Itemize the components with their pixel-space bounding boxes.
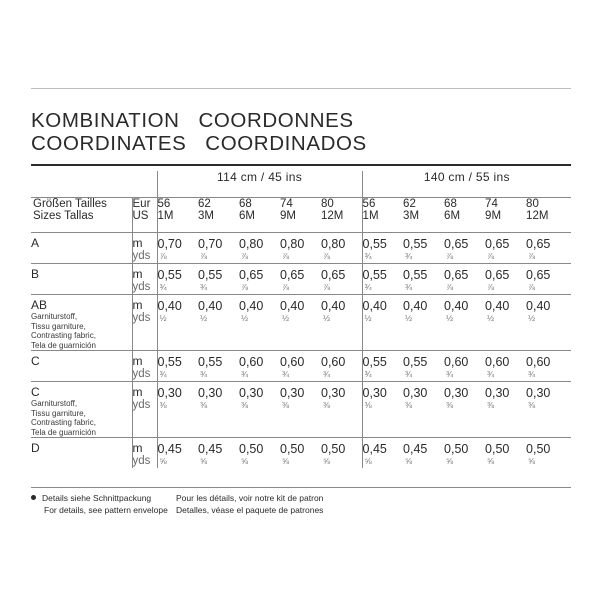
- unit-m: m: [132, 267, 143, 281]
- meters-value: 0,45: [157, 442, 182, 456]
- yards-value: ⅞: [241, 282, 249, 292]
- yardage-cell: [198, 351, 239, 382]
- yardage-cell: [157, 233, 198, 264]
- meters-value: 0,65: [526, 237, 551, 251]
- meters-value: 0,60: [280, 355, 305, 369]
- unit-m: m: [132, 354, 143, 368]
- yards-value: ⅞: [282, 282, 290, 292]
- yards-value: ¾: [405, 282, 413, 292]
- table-row: [31, 438, 571, 469]
- yardage-cell: [444, 264, 485, 295]
- meters-value: 0,60: [526, 355, 551, 369]
- size-label: [31, 198, 132, 233]
- us-size: 1M: [157, 210, 174, 222]
- meters-value: 0,65: [526, 268, 551, 282]
- yardage-cell: [526, 382, 571, 438]
- yardage-cell: [362, 264, 403, 295]
- fabric-note: Contrasting fabric,: [31, 331, 96, 340]
- footnote-de: [31, 492, 151, 504]
- unit-yds: yds: [132, 455, 151, 467]
- meters-value: 0,30: [444, 386, 469, 400]
- meters-value: 0,45: [198, 442, 223, 456]
- meters-value: 0,60: [485, 355, 510, 369]
- unit-cell: [132, 382, 157, 438]
- yardage-table: [31, 171, 571, 468]
- yardage-cell: [444, 438, 485, 469]
- size-column-header: [362, 198, 403, 233]
- unit-cell: [132, 264, 157, 295]
- meters-value: 0,55: [157, 355, 182, 369]
- size-column-header: [444, 198, 485, 233]
- eur-size: 80: [321, 198, 334, 210]
- table-row: [31, 264, 571, 295]
- yards-value: ¾: [405, 369, 413, 379]
- yardage-cell: [280, 382, 321, 438]
- yardage-cell: [485, 351, 526, 382]
- fabric-note: Tissu garniture,: [31, 321, 86, 331]
- yards-value: ⅞: [528, 251, 536, 261]
- title-line-1: KOMBINATION COORDONNES: [31, 109, 354, 132]
- size-column-header: [321, 198, 362, 233]
- yards-value: ⅜: [282, 400, 290, 410]
- yardage-cell: [157, 264, 198, 295]
- yardage-cell: [280, 233, 321, 264]
- yardage-cell: [403, 295, 444, 351]
- yardage-cell: [485, 233, 526, 264]
- unit-us: US: [132, 210, 149, 222]
- yards-value: ⅞: [200, 251, 208, 261]
- yards-value: ⅞: [446, 282, 454, 292]
- footnote-en: For details, see pattern envelope: [44, 505, 168, 515]
- eur-size: 68: [239, 198, 252, 210]
- yards-value: ⅜: [446, 400, 454, 410]
- yards-value: ½: [159, 313, 167, 323]
- yardage-cell: [198, 264, 239, 295]
- yardage-cell: [321, 264, 362, 295]
- unit-cell: [132, 295, 157, 351]
- yardage-cell: [321, 295, 362, 351]
- meters-value: 0,30: [280, 386, 305, 400]
- fabric-note: Garniturstoff,: [31, 399, 78, 408]
- us-size: 1M: [362, 210, 379, 222]
- meters-value: 0,65: [485, 268, 510, 282]
- yardage-cell: [198, 233, 239, 264]
- footnote-fr: Pour les détails, voir notre kit de patron: [176, 493, 324, 503]
- yards-value: ⅝: [364, 456, 372, 466]
- yards-value: ⅜: [159, 400, 167, 410]
- yards-value: ½: [405, 313, 413, 323]
- meters-value: 0,65: [485, 237, 510, 251]
- yardage-cell: [362, 233, 403, 264]
- pattern-name: C: [31, 354, 40, 368]
- yardage-cell: [444, 233, 485, 264]
- size-column-header: [485, 198, 526, 233]
- eur-size: 56: [157, 198, 171, 210]
- pattern-label: [31, 438, 132, 469]
- meters-value: 0,50: [526, 442, 551, 456]
- yards-value: ⅞: [446, 251, 454, 261]
- yardage-cell: [157, 438, 198, 469]
- unit-yds: yds: [132, 250, 151, 262]
- unit-cell: [132, 438, 157, 469]
- yardage-cell: [280, 264, 321, 295]
- meters-value: 0,55: [362, 237, 387, 251]
- yardage-cell: [321, 351, 362, 382]
- unit-yds: yds: [132, 399, 151, 411]
- yardage-cell: [403, 382, 444, 438]
- pattern-name: C: [31, 385, 40, 399]
- yards-value: ⅞: [487, 282, 495, 292]
- unit-m: m: [132, 236, 143, 250]
- yards-value: ⅝: [159, 456, 167, 466]
- bottom-rule: [31, 487, 571, 488]
- yardage-cell: [444, 351, 485, 382]
- meters-value: 0,45: [362, 442, 387, 456]
- us-size: 12M: [321, 210, 344, 222]
- meters-value: 0,40: [403, 299, 428, 313]
- table-row: [31, 233, 571, 264]
- yards-value: ⅞: [528, 282, 536, 292]
- yards-value: ¾: [405, 251, 413, 261]
- yardage-cell: [362, 438, 403, 469]
- yardage-cell: [403, 233, 444, 264]
- pattern-name: AB: [31, 298, 48, 312]
- pattern-name: D: [31, 441, 40, 455]
- top-rule: [31, 88, 571, 89]
- size-column-header: [239, 198, 280, 233]
- meters-value: 0,80: [321, 237, 346, 251]
- unit-cell: [132, 351, 157, 382]
- meters-value: 0,30: [157, 386, 182, 400]
- yardage-cell: [403, 264, 444, 295]
- yards-value: ¾: [200, 282, 208, 292]
- width-114-header: 114 cm / 45 ins: [157, 171, 362, 198]
- yardage-cell: [198, 438, 239, 469]
- meters-value: 0,50: [444, 442, 469, 456]
- footnote-es: Detalles, véase el paquete de patrones: [176, 505, 324, 515]
- meters-value: 0,30: [362, 386, 387, 400]
- pattern-label: [31, 264, 132, 295]
- yards-value: ¾: [528, 369, 536, 379]
- pattern-label: [31, 295, 132, 351]
- meters-value: 0,70: [198, 237, 223, 251]
- yards-value: ⅞: [241, 251, 249, 261]
- yards-value: ⅜: [323, 400, 331, 410]
- meters-value: 0,50: [280, 442, 305, 456]
- meters-value: 0,60: [444, 355, 469, 369]
- pattern-label: [31, 351, 132, 382]
- meters-value: 0,70: [157, 237, 182, 251]
- size-column-header: [403, 198, 444, 233]
- yards-value: ⅞: [282, 251, 290, 261]
- meters-value: 0,80: [239, 237, 264, 251]
- meters-value: 0,40: [239, 299, 264, 313]
- yardage-cell: [362, 382, 403, 438]
- yardage-cell: [526, 233, 571, 264]
- yardage-cell: [403, 438, 444, 469]
- meters-value: 0,55: [403, 268, 428, 282]
- yards-value: ⅞: [323, 282, 331, 292]
- meters-value: 0,45: [403, 442, 428, 456]
- size-unit: [132, 198, 157, 233]
- eur-size: 56: [362, 198, 376, 210]
- yardage-cell: [280, 438, 321, 469]
- header-rule: [31, 164, 571, 166]
- meters-value: 0,55: [403, 355, 428, 369]
- meters-value: 0,55: [157, 268, 182, 282]
- yardage-cell: [280, 295, 321, 351]
- footnote-de-text: Details siehe Schnittpackung: [42, 493, 152, 503]
- yards-value: ⅝: [528, 456, 536, 466]
- meters-value: 0,65: [321, 268, 346, 282]
- size-label-line1: Größen Tailles: [33, 198, 107, 210]
- eur-size: 68: [444, 198, 457, 210]
- meters-value: 0,55: [198, 268, 223, 282]
- unit-m: m: [132, 385, 143, 399]
- yards-value: ⅝: [241, 456, 249, 466]
- meters-value: 0,30: [239, 386, 264, 400]
- us-size: 3M: [403, 210, 420, 222]
- pattern-name: B: [31, 267, 40, 281]
- us-size: 9M: [280, 210, 296, 222]
- meters-value: 0,40: [280, 299, 305, 313]
- yardage-cell: [526, 295, 571, 351]
- yardage-cell: [444, 382, 485, 438]
- yardage-cell: [444, 295, 485, 351]
- yardage-cell: [321, 382, 362, 438]
- yards-value: ⅝: [446, 456, 454, 466]
- yardage-cell: [239, 438, 280, 469]
- size-column-header: [526, 198, 571, 233]
- us-size: 12M: [526, 210, 549, 222]
- yardage-cell: [198, 295, 239, 351]
- us-size: 9M: [485, 210, 502, 222]
- size-column-header: [280, 198, 321, 233]
- meters-value: 0,30: [403, 386, 428, 400]
- meters-value: 0,50: [239, 442, 264, 456]
- unit-m: m: [132, 441, 143, 455]
- yards-value: ¾: [364, 369, 372, 379]
- yardage-cell: [362, 351, 403, 382]
- unit-yds: yds: [132, 281, 151, 293]
- yards-value: ⅜: [528, 400, 536, 410]
- yards-value: ⅞: [159, 251, 167, 261]
- meters-value: 0,65: [444, 268, 469, 282]
- yardage-cell: [280, 351, 321, 382]
- meters-value: 0,65: [239, 268, 264, 282]
- yardage-cell: [157, 382, 198, 438]
- yardage-cell: [198, 382, 239, 438]
- yardage-cell: [485, 438, 526, 469]
- yards-value: ½: [528, 313, 536, 323]
- us-size: 6M: [239, 210, 255, 222]
- meters-value: 0,40: [198, 299, 223, 313]
- yards-value: ¾: [364, 251, 372, 261]
- yardage-cell: [485, 382, 526, 438]
- yards-value: ½: [282, 313, 290, 323]
- us-size: 6M: [444, 210, 461, 222]
- yardage-cell: [239, 233, 280, 264]
- meters-value: 0,40: [444, 299, 469, 313]
- yards-value: ¾: [200, 369, 208, 379]
- meters-value: 0,40: [362, 299, 387, 313]
- yards-value: ⅜: [487, 400, 495, 410]
- yardage-cell: [239, 264, 280, 295]
- pattern-label: [31, 233, 132, 264]
- table-row: [31, 351, 571, 382]
- meters-value: 0,50: [485, 442, 510, 456]
- fabric-note: Tela de guarnición: [31, 427, 96, 437]
- meters-value: 0,30: [321, 386, 346, 400]
- unit-yds: yds: [132, 312, 151, 324]
- size-label-line2: Sizes Tallas: [33, 210, 94, 222]
- meters-value: 0,65: [444, 237, 469, 251]
- yardage-cell: [321, 438, 362, 469]
- eur-size: 74: [485, 198, 498, 210]
- eur-size: 74: [280, 198, 293, 210]
- meters-value: 0,40: [526, 299, 551, 313]
- table-row: [31, 295, 571, 351]
- yards-value: ⅜: [200, 400, 208, 410]
- size-column-header: [198, 198, 239, 233]
- yards-value: ¾: [364, 282, 372, 292]
- yardage-cell: [157, 295, 198, 351]
- yardage-cell: [239, 382, 280, 438]
- us-size: 3M: [198, 210, 214, 222]
- meters-value: 0,65: [280, 268, 305, 282]
- yards-value: ⅝: [200, 456, 208, 466]
- eur-size: 62: [403, 198, 416, 210]
- yards-value: ½: [200, 313, 208, 323]
- yards-value: ⅞: [323, 251, 331, 261]
- yards-value: ¾: [159, 369, 167, 379]
- yards-value: ⅝: [405, 456, 413, 466]
- meters-value: 0,30: [526, 386, 551, 400]
- table-row: [31, 382, 571, 438]
- yardage-cell: [239, 295, 280, 351]
- meters-value: 0,55: [403, 237, 428, 251]
- meters-value: 0,55: [362, 268, 387, 282]
- yardage-cell: [403, 351, 444, 382]
- yards-value: ½: [487, 313, 495, 323]
- yards-value: ¾: [487, 369, 495, 379]
- yards-value: ¾: [159, 282, 167, 292]
- meters-value: 0,40: [321, 299, 346, 313]
- fabric-note: Tissu garniture,: [31, 408, 86, 418]
- yards-value: ⅜: [364, 400, 372, 410]
- yardage-cell: [526, 264, 571, 295]
- fabric-note: Contrasting fabric,: [31, 418, 96, 427]
- yards-value: ½: [446, 313, 454, 323]
- yardage-cell: [485, 264, 526, 295]
- eur-size: 62: [198, 198, 211, 210]
- meters-value: 0,50: [321, 442, 346, 456]
- unit-m: m: [132, 298, 143, 312]
- fabric-note: Tela de guarnición: [31, 340, 96, 350]
- size-column-header: [157, 198, 198, 233]
- fabric-note: Garniturstoff,: [31, 312, 78, 321]
- yardage-cell: [239, 351, 280, 382]
- yards-value: ⅜: [405, 400, 413, 410]
- bullet-icon: [31, 495, 36, 500]
- meters-value: 0,30: [198, 386, 223, 400]
- yardage-cell: [526, 351, 571, 382]
- yardage-cell: [321, 233, 362, 264]
- meters-value: 0,55: [362, 355, 387, 369]
- meters-value: 0,80: [280, 237, 305, 251]
- yards-value: ⅝: [282, 456, 290, 466]
- meters-value: 0,55: [198, 355, 223, 369]
- yards-value: ½: [241, 313, 249, 323]
- yards-value: ¾: [282, 369, 290, 379]
- yards-value: ⅝: [323, 456, 331, 466]
- yards-value: ¾: [241, 369, 249, 379]
- meters-value: 0,30: [485, 386, 510, 400]
- meters-value: 0,60: [239, 355, 264, 369]
- unit-yds: yds: [132, 368, 151, 380]
- yards-value: ⅞: [487, 251, 495, 261]
- title-line-2: COORDINATES COORDINADOS: [31, 132, 367, 155]
- width-header-spacer: [31, 171, 157, 198]
- eur-size: 80: [526, 198, 539, 210]
- unit-eur: Eur: [132, 198, 151, 210]
- pattern-label: [31, 382, 132, 438]
- yardage-cell: [526, 438, 571, 469]
- yards-value: ½: [364, 313, 372, 323]
- yards-value: ⅝: [487, 456, 495, 466]
- yards-value: ⅜: [241, 400, 249, 410]
- yardage-cell: [362, 295, 403, 351]
- width-140-header: 140 cm / 55 ins: [362, 171, 571, 198]
- yards-value: ¾: [323, 369, 331, 379]
- yards-value: ¾: [446, 369, 454, 379]
- unit-cell: [132, 233, 157, 264]
- meters-value: 0,60: [321, 355, 346, 369]
- yardage-cell: [485, 295, 526, 351]
- yardage-cell: [157, 351, 198, 382]
- pattern-name: A: [31, 236, 40, 250]
- meters-value: 0,40: [485, 299, 510, 313]
- meters-value: 0,40: [157, 299, 182, 313]
- yards-value: ½: [323, 313, 331, 323]
